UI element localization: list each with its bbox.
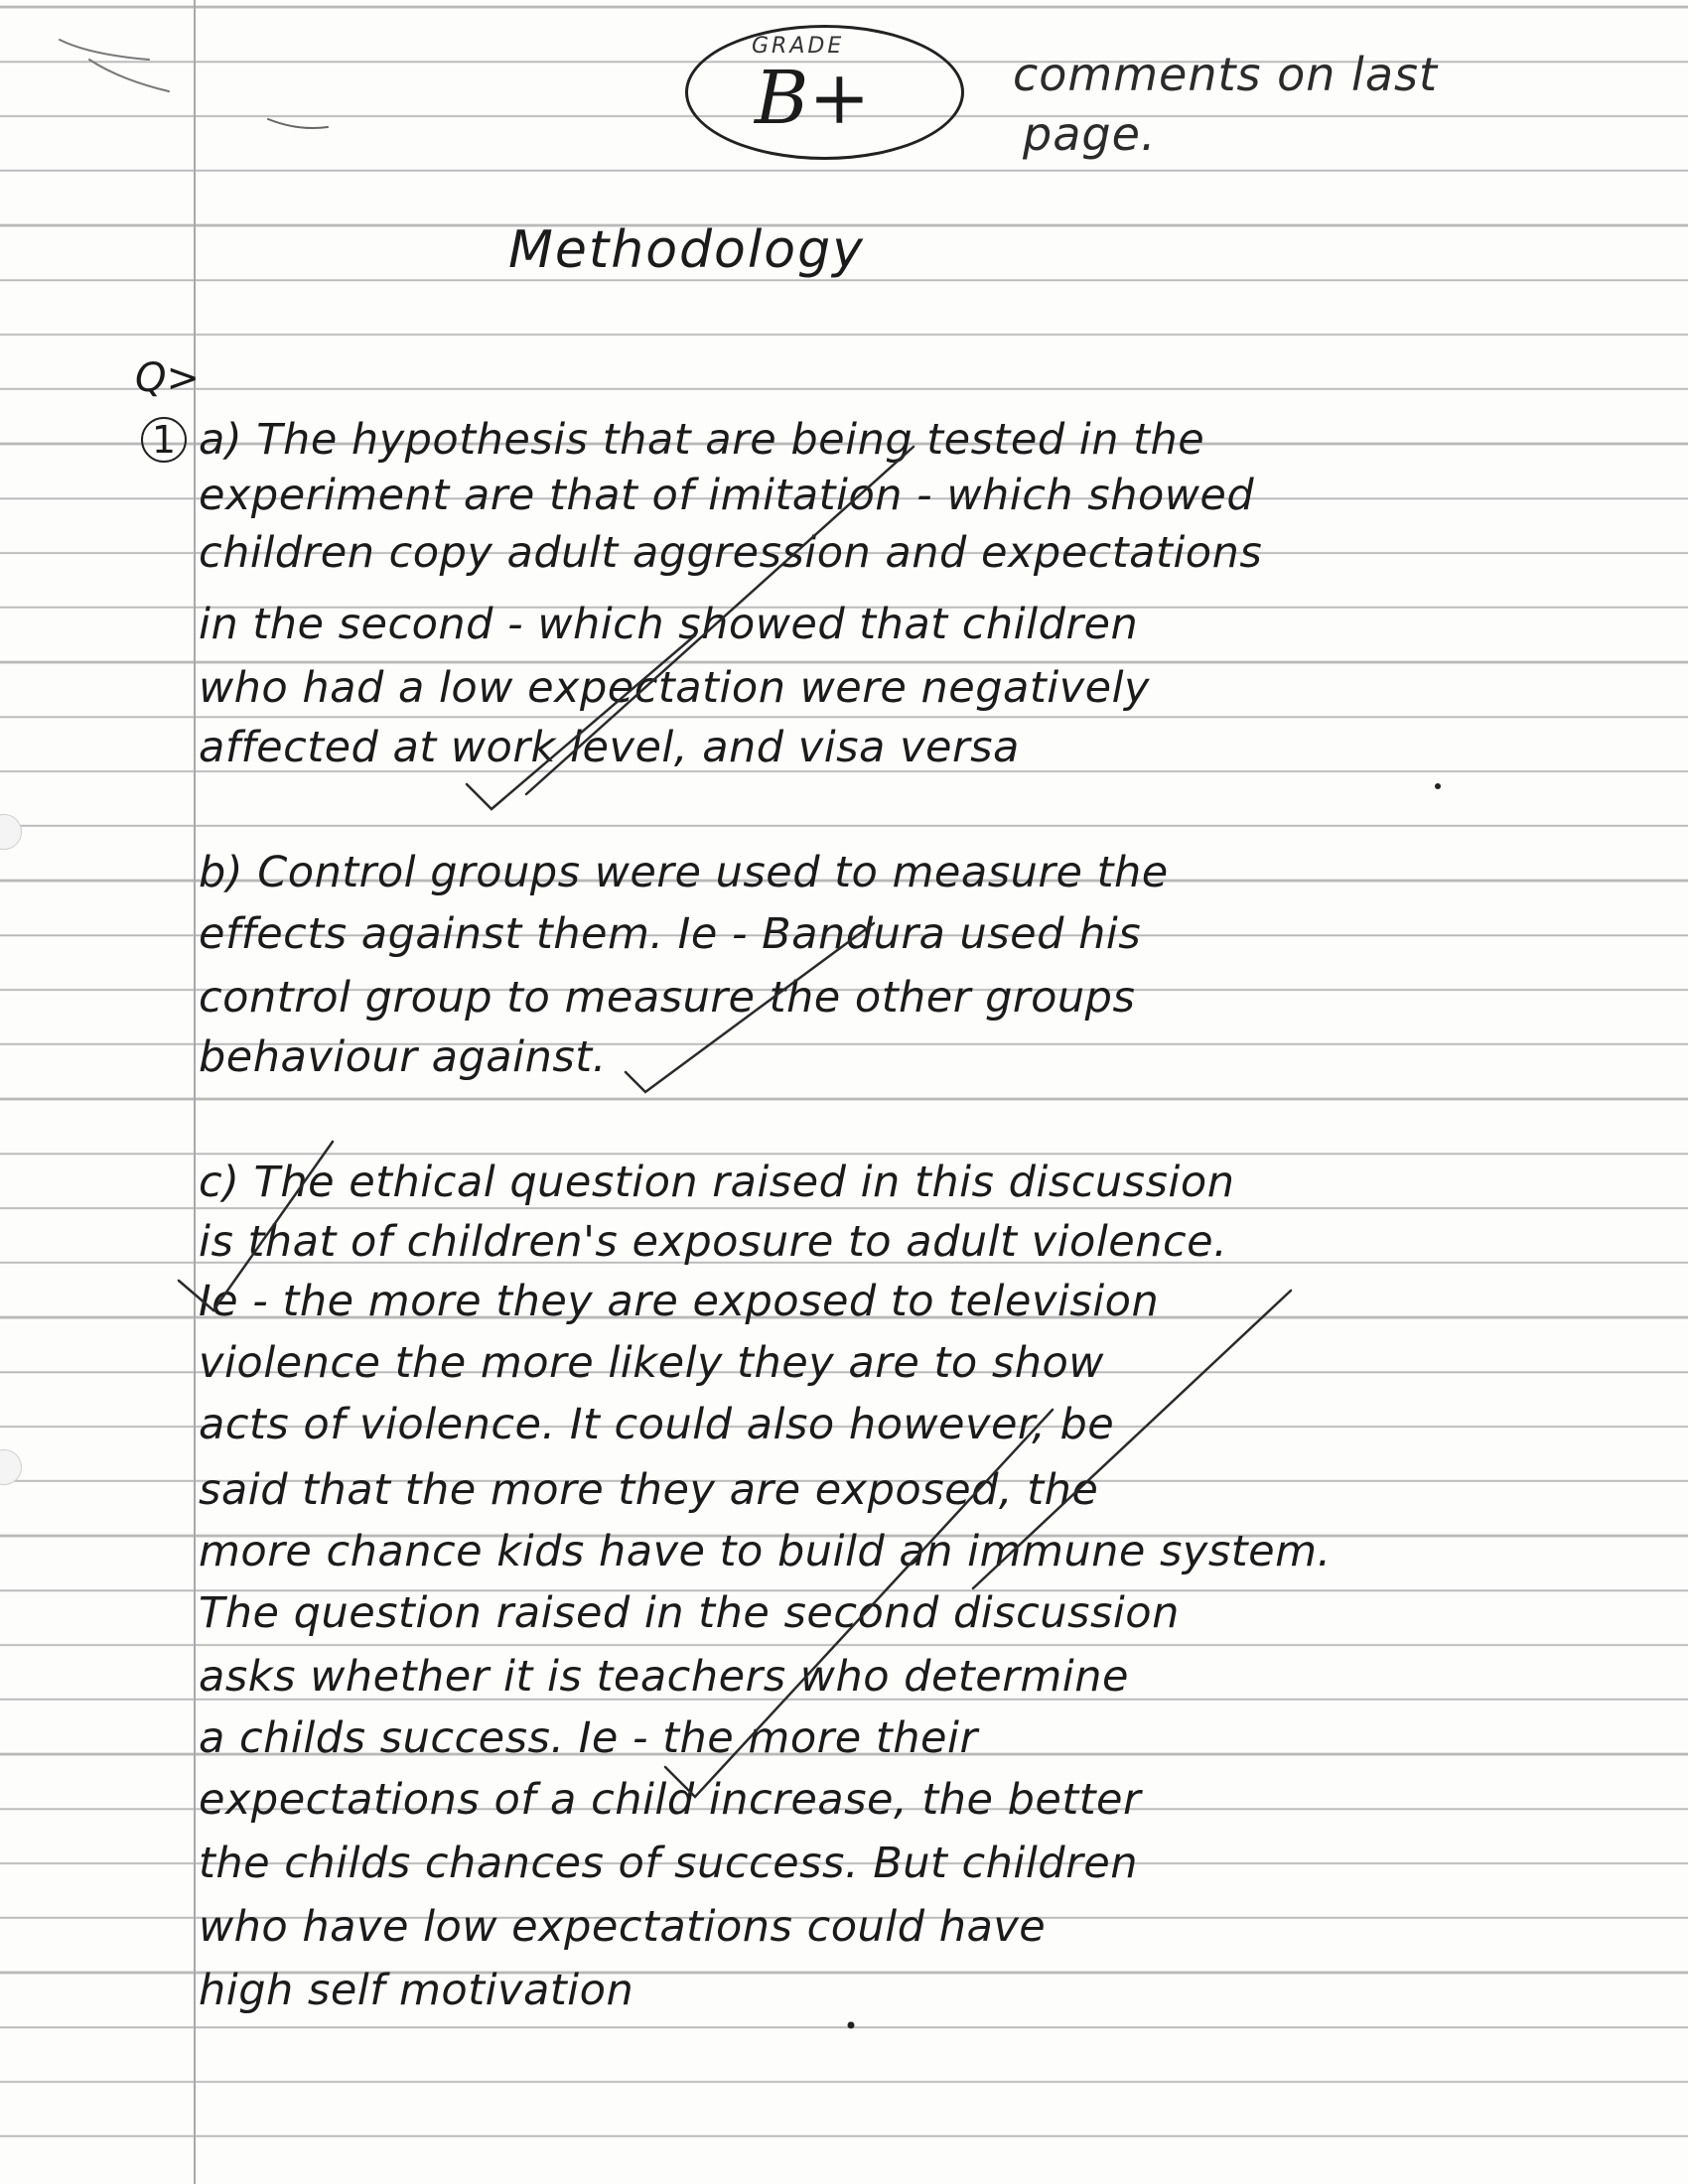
question-marker: Q> <box>135 355 200 401</box>
answer-b-line: behaviour against. <box>199 1032 607 1082</box>
tick-mark <box>626 923 874 1092</box>
scribble <box>60 40 169 91</box>
answer-a-line: children copy adult aggression and expectations <box>199 528 1263 578</box>
answer-c-line: high self motivation <box>199 1966 634 2015</box>
answer-a-line: in the second - which showed that children <box>199 600 1139 649</box>
grade: B+ <box>755 56 871 141</box>
answer-c-line: violence the more likely they are to show <box>199 1338 1104 1388</box>
tick-mark <box>526 447 914 794</box>
tick-mark <box>973 1291 1291 1588</box>
answer-a-line: affected at work level, and visa versa <box>199 723 1020 772</box>
answer-b-line: effects against them. Ie - Bandura used his <box>199 909 1142 959</box>
answer-c-line: said that the more they are exposed, the <box>199 1465 1099 1515</box>
answer-c-line: acts of violence. It could also however, be <box>199 1400 1115 1449</box>
answer-a-line: a) The hypothesis that are being tested in the <box>199 415 1205 465</box>
tick-mark <box>665 1410 1053 1797</box>
answer-c-line: asks whether it is teachers who determine <box>199 1652 1129 1702</box>
teacher-comment-line2: page. <box>1023 107 1157 161</box>
answer-c-line: who have low expectations could have <box>199 1902 1047 1952</box>
question-number: 1 <box>141 417 187 463</box>
answer-c-line: the childs chances of success. But children <box>199 1839 1138 1888</box>
scribble <box>268 119 328 128</box>
answer-c-line: Ie - the more they are exposed to television <box>199 1277 1160 1326</box>
answer-c-line: expectations of a child increase, the better <box>199 1775 1142 1825</box>
answer-b-line: control group to measure the other groups <box>199 973 1136 1023</box>
answer-b-line: b) Control groups were used to measure the <box>199 848 1169 897</box>
answer-a-line: experiment are that of imitation - which showed <box>199 471 1255 520</box>
teacher-comment-line1: comments on last <box>1013 48 1439 101</box>
answer-c-line: c) The ethical question raised in this discussion <box>199 1158 1235 1207</box>
answer-c-line: more chance kids have to build an immune system. <box>199 1527 1332 1576</box>
answer-c-line: The question raised in the second discussion <box>199 1588 1180 1638</box>
answer-c-line: a childs success. Ie - the more their <box>199 1713 978 1763</box>
answer-a-line: who had a low expectation were negatively <box>199 663 1150 713</box>
tick-mark <box>467 635 695 809</box>
page-title: Methodology <box>508 220 865 280</box>
answer-c-line: is that of children's exposure to adult violence. <box>199 1217 1228 1267</box>
tick-mark <box>179 1142 333 1310</box>
grade-label: GRADE <box>752 34 845 59</box>
